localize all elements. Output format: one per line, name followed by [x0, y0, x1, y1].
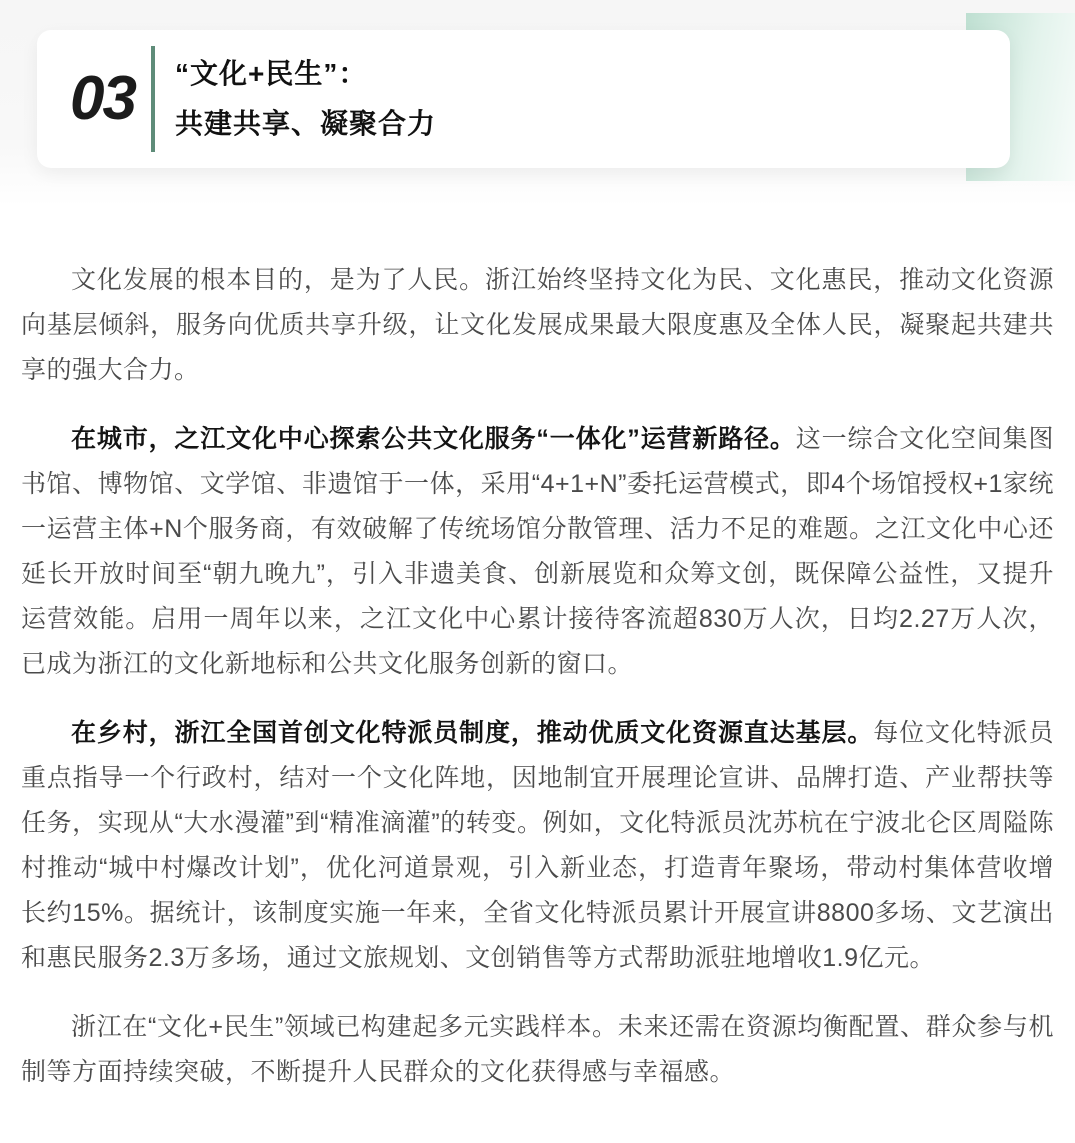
vertical-divider	[151, 46, 155, 152]
paragraph-conclusion	[21, 1005, 1054, 1095]
paragraph-intro	[21, 258, 1054, 393]
paragraph-city	[21, 417, 1054, 687]
section-title-line2: 共建共享、凝聚合力	[174, 108, 436, 139]
paragraph-village-lead: 在乡村，浙江全国首创文化特派员制度，推动优质文化资源直达基层。	[71, 719, 874, 747]
paragraph-conclusion-text: 浙江在“文化+民生”领域已构建起多元实践样本。未来还需在资源均衡配置、群众参与机制等方面持续突破，不断提升人民群众的文化获得感与幸福感。	[21, 1013, 1054, 1086]
section-header-card	[37, 30, 1010, 168]
paragraph-village-text: 每位文化特派员重点指导一个行政村，结对一个文化阵地，因地制宜开展理论宣讲、品牌打造、产业帮扶等任务，实现从“大水漫灌”到“精准滴灌”的转变。例如，文化特派员沈苏杭在宁波北仑区周隘陈村推动“城中村爆改计划”，优化河道景观，引入新业态，打造青年聚场，带动村集体营收增长约15%。据统计，该制度实施一年来，全省文化特派员累计开展宣讲8800多场、文艺演出和惠民服务2.3万多场，通过文旅规划、文创销售等方式帮助派驻地增收1.9亿元。	[21, 719, 1054, 972]
section-number: 03	[70, 64, 135, 133]
section-title-line1: “文化+民生”：	[174, 58, 368, 89]
paragraph-intro-text: 文化发展的根本目的，是为了人民。浙江始终坚持文化为民、文化惠民，推动文化资源向基层倾斜，服务向优质共享升级，让文化发展成果最大限度惠及全体人民，凝聚起共建共享的强大合力。	[21, 266, 1054, 384]
article-body	[0, 258, 1075, 1095]
paragraph-village	[21, 711, 1054, 981]
paragraph-city-text: 这一综合文化空间集图书馆、博物馆、文学馆、非遗馆于一体，采用“4+1+N”委托运营模式，即4个场馆授权+1家统一运营主体+N个服务商，有效破解了传统场馆分散管理、活力不足的难题。之江文化中心还延长开放时间至“朝九晚九”，引入非遗美食、创新展览和众筹文创，既保障公益性，又提升运营效能。启用一周年以来，之江文化中心累计接待客流超830万人次，日均2.27万人次，已成为浙江的文化新地标和公共文化服务创新的窗口。	[21, 425, 1054, 678]
paragraph-city-lead: 在城市，之江文化中心探索公共文化服务“一体化”运营新路径。	[71, 425, 796, 453]
section-title	[175, 49, 436, 149]
